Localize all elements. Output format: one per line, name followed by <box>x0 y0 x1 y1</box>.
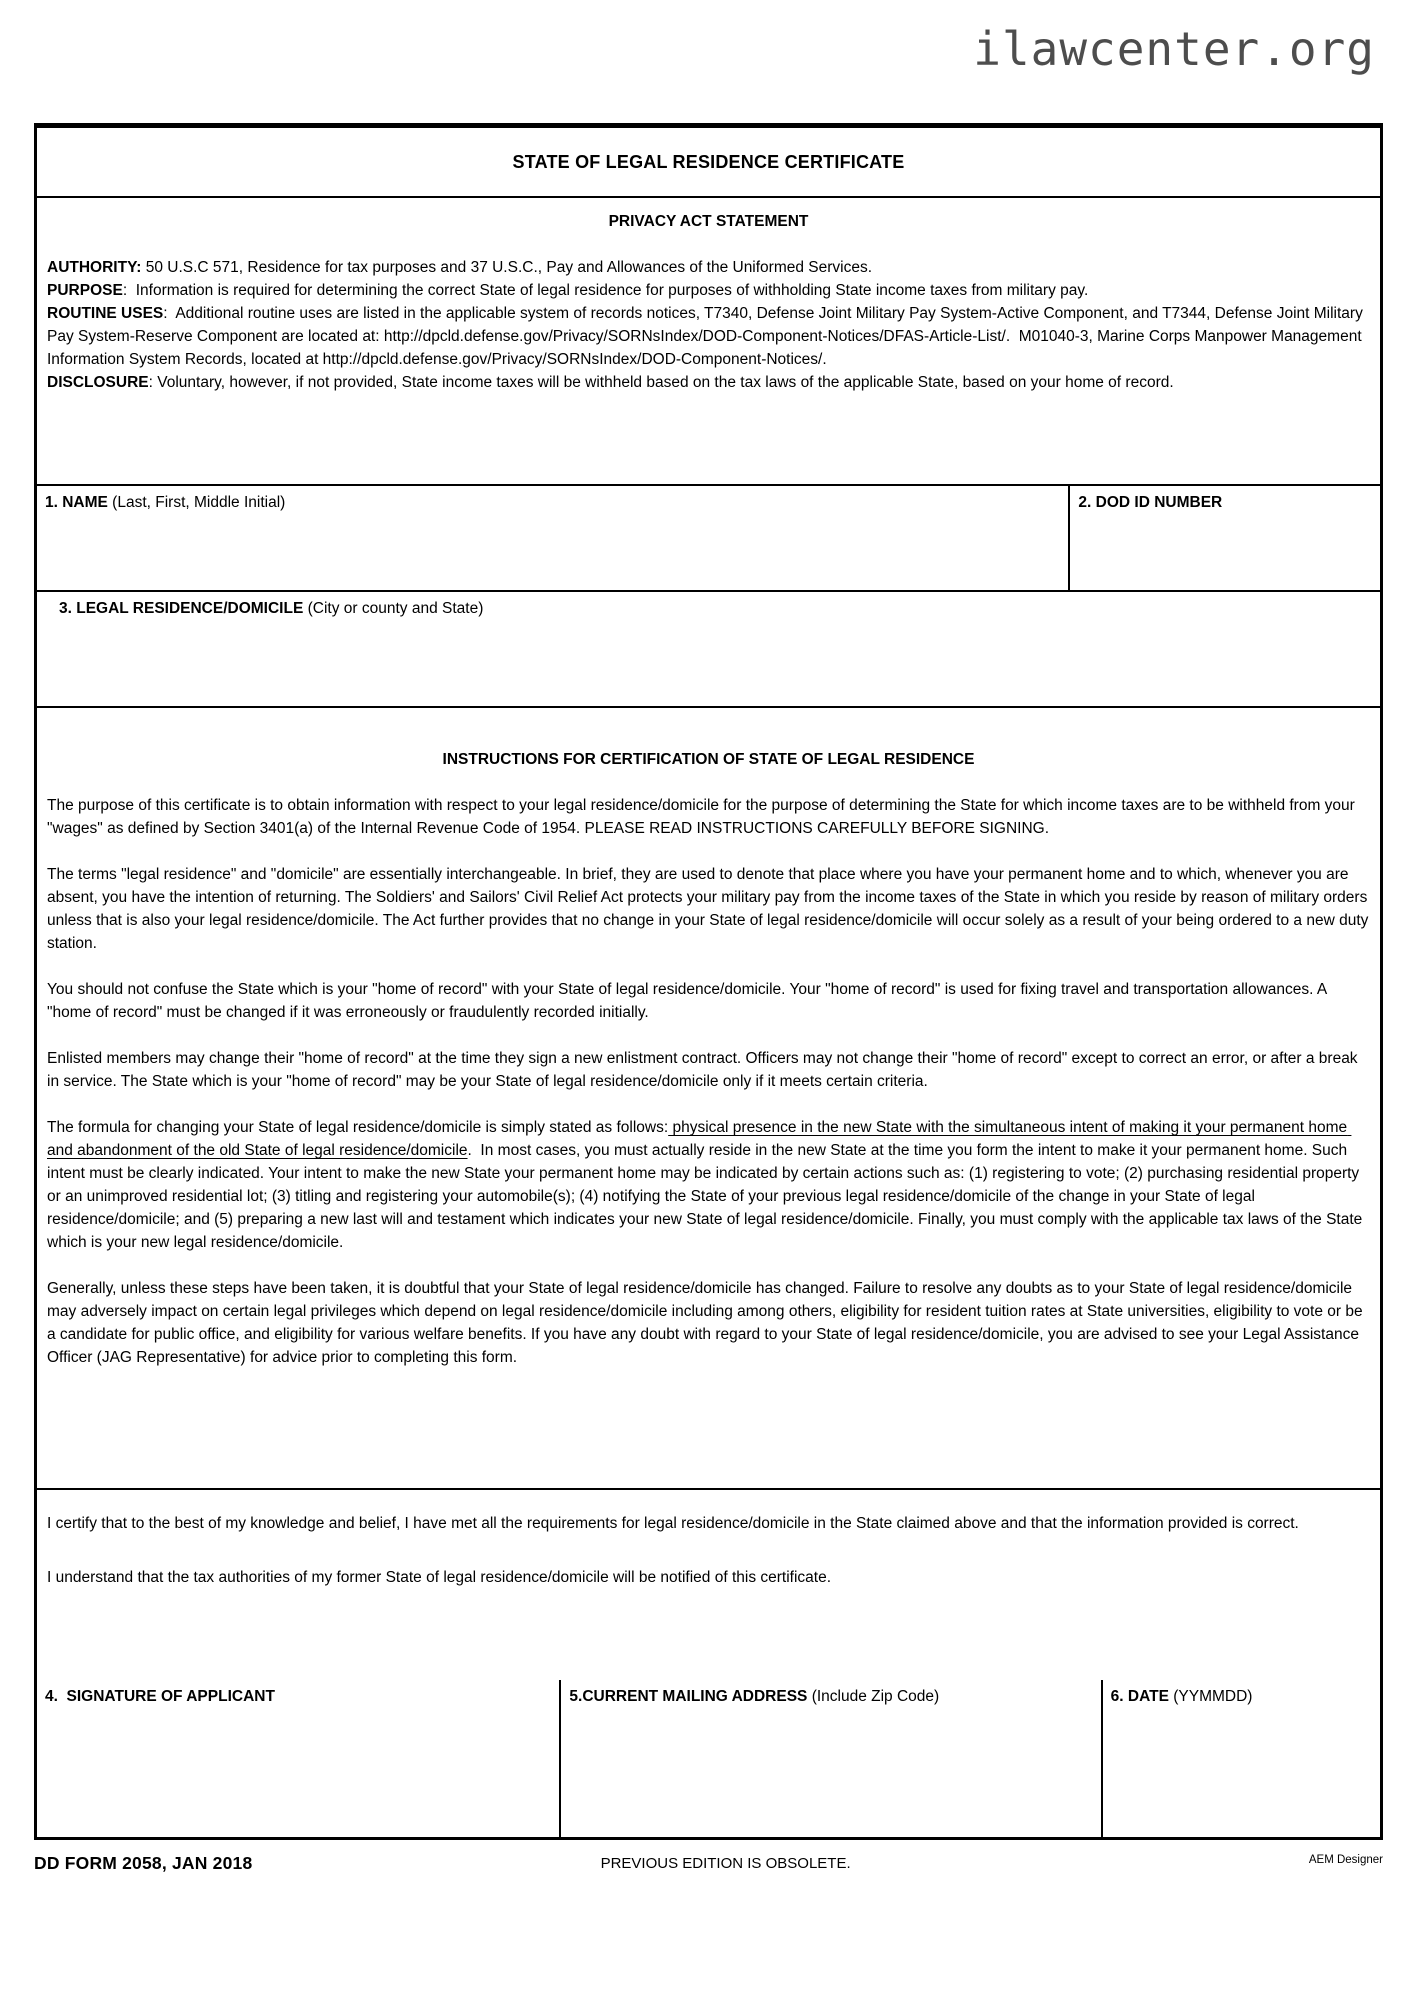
form-title: STATE OF LEGAL RESIDENCE CERTIFICATE <box>37 128 1380 198</box>
row-name-dodid <box>37 486 1380 592</box>
footer-designer-note: AEM Designer <box>1308 1854 1383 1866</box>
mailing-address-field-hint: (Include Zip Code) <box>807 1688 940 1705</box>
certification-statement: I certify that to the best of my knowledge and belief, I have met all the requirements for legal residence/domicile in the State claimed above and that the information provided is correct. <box>47 1515 1299 1532</box>
privacy-disclosure-label: DISCLOSURE <box>47 374 149 391</box>
name-field-number: 1. NAME <box>45 494 108 511</box>
dod-id-input-area[interactable] <box>1078 513 1372 583</box>
privacy-authority-text: 50 U.S.C 571, Residence for tax purposes and 37 U.S.C., Pay and Allowances of the Uniformed Services. <box>141 259 873 276</box>
privacy-purpose-text: : Information is required for determining the correct State of legal residence for purposes of withholding State income taxes from military pay. <box>122 282 1089 299</box>
instructions-para-1: The purpose of this certificate is to obtain information with respect to your legal residence/domicile for the purpose of determining the State for which income taxes are to be withheld from your "wages" as defined by Section 3401(a) of the Internal Revenue Code of 1954. PLEASE READ INSTRUCTIONS CAREFULLY BEFORE SIGNING. <box>47 797 1355 837</box>
name-field-cell <box>37 486 1068 590</box>
certification-notice: I understand that the tax authorities of my former State of legal residence/domicile will be notified of this certificate. <box>47 1569 832 1586</box>
row-signature-address-date <box>37 1680 1380 1837</box>
instructions-para-2: The terms "legal residence" and "domicile" are essentially interchangeable. In brief, they are used to denote that place where you have your permanent home and to which, whenever you are absent, you have the intention of returning. The Soldiers' and Sailors' Civil Relief Act protects your military pay from the income taxes of the State in which you reside by reason of military orders unless that is also your legal residence/domicile. The Act further provides that no change in your State of legal residence/domicile will occur solely as a result of your being ordered to a new duty station. <box>47 866 1369 952</box>
name-field-label <box>45 493 1060 513</box>
signature-field-cell <box>37 1680 559 1837</box>
privacy-authority-label: AUTHORITY: <box>47 259 142 276</box>
privacy-routine-uses-label: ROUTINE USES <box>47 305 164 322</box>
privacy-act-body <box>47 256 1370 394</box>
instructions-para-6: Generally, unless these steps have been taken, it is doubtful that your State of legal residence/domicile has changed. Failure to resolve any doubts as to your State of legal residence/domicile may adversely impact on certain legal privileges which depend on legal residence/domicile including among others, eligibility for resident tuition rates at State universities, eligibility to vote or be a candidate for public office, and eligibility for various welfare benefits. If you have any doubt with regard to your State of legal residence/domicile, you are advised to see your Legal Assistance Officer (JAG Representative) for advice prior to completing this form. <box>47 1280 1363 1366</box>
legal-residence-field-hint: (City or county and State) <box>303 600 484 617</box>
legal-residence-field-label <box>59 599 1372 619</box>
instructions-para-5-underlined: physical presence in the new State with the simultaneous intent of making it your permanent home and abandonment of the old State of legal residence/domicile <box>47 1119 1352 1159</box>
instructions-heading: INSTRUCTIONS FOR CERTIFICATION OF STATE OF LEGAL RESIDENCE <box>442 751 975 768</box>
privacy-purpose-label: PURPOSE <box>47 282 123 299</box>
date-field-hint: (YYMMDD) <box>1168 1688 1253 1705</box>
date-input-area[interactable] <box>1111 1707 1372 1830</box>
date-field-label <box>1111 1687 1372 1707</box>
instructions-para-5-before: The formula for changing your State of legal residence/domicile is simply stated as follows: <box>47 1119 669 1136</box>
dod-id-field-label <box>1078 493 1372 513</box>
date-field-cell <box>1101 1680 1380 1837</box>
privacy-routine-uses-text: : Additional routine uses are listed in the applicable system of records notices, T7340, Defense Joint Military Pay System-Active Component, and T7344, Defense Joint Military Pay System-Reserve Component are located at: http://dpcld.defense.gov/Privacy/SORNsIndex/DOD-Component-Notices/DFAS-Article-List/. M01040-3, Marine Corps Manpower Management Information System Records, located at http://dpcld.defense.gov/Privacy/SORNsIndex/DOD-Component-Notices/. <box>47 305 1368 368</box>
instructions-section <box>37 708 1380 1488</box>
privacy-disclosure-text: : Voluntary, however, if not provided, State income taxes will be withheld based on the tax laws of the applicable State, based on your home of record. <box>148 374 1174 391</box>
instructions-para-5 <box>47 1116 1370 1254</box>
form-footer <box>34 1853 1383 1874</box>
footer-edition-note: PREVIOUS EDITION IS OBSOLETE. <box>600 1855 851 1872</box>
privacy-authority <box>47 256 1370 279</box>
mailing-address-field-cell <box>559 1680 1100 1837</box>
mailing-address-input-area[interactable] <box>569 1707 1092 1830</box>
dod-id-field-cell <box>1068 486 1380 590</box>
instructions-para-3: You should not confuse the State which is your "home of record" with your State of legal residence/domicile. Your "home of record" is used for fixing travel and transportation allowances. A "home of record" must be changed if it was erroneously or fraudulently recorded initially. <box>47 981 1327 1021</box>
privacy-act-section <box>37 198 1380 486</box>
legal-residence-field-number: 3. LEGAL RESIDENCE/DOMICILE <box>59 600 304 617</box>
privacy-disclosure <box>47 371 1370 394</box>
mailing-address-field-label <box>569 1687 1092 1707</box>
certification-section <box>37 1488 1380 1680</box>
row-legal-residence <box>37 592 1380 708</box>
signature-input-area[interactable] <box>45 1707 551 1830</box>
site-watermark: ilawcenter.org <box>973 22 1375 76</box>
dd-form-2058 <box>34 123 1383 1840</box>
privacy-routine-uses <box>47 302 1370 371</box>
name-input-area[interactable] <box>45 513 1060 583</box>
signature-field-label <box>45 1687 551 1707</box>
footer-form-number: DD FORM 2058, JAN 2018 <box>34 1853 253 1873</box>
legal-residence-field-cell <box>37 592 1380 706</box>
date-field-number: 6. DATE <box>1110 1688 1169 1705</box>
instructions-para-4: Enlisted members may change their "home of record" at the time they sign a new enlistment contract. Officers may not change their "home of record" except to correct an error, or after a break in service. The State which is your "home of record" may be your State of legal residence/domicile only if it meets certain criteria. <box>47 1050 1358 1090</box>
dod-id-field-number: 2. DOD ID NUMBER <box>1078 494 1223 511</box>
legal-residence-input-area[interactable] <box>59 619 1372 699</box>
name-field-hint: (Last, First, Middle Initial) <box>107 494 286 511</box>
instructions-para-5-after: . In most cases, you must actually reside in the new State at the time you form the intent to make it your permanent home. Such intent must be clearly indicated. Your intent to make the new State your permanent home may be indicated by certain actions such as: (1) registering to vote; (2) purchasing residential property or an unimproved residential lot; (3) titling and registering your automobile(s); (4) notifying the State of your previous legal residence/domicile of the change in your State of legal residence/domicile; and (5) preparing a new last will and testament which indicates your new State of legal residence/domicile. Finally, you must comply with the applicable tax laws of the State which is your new legal residence/domicile. <box>47 1142 1367 1251</box>
mailing-address-field-number: 5.CURRENT MAILING ADDRESS <box>569 1688 808 1705</box>
privacy-act-heading: PRIVACY ACT STATEMENT <box>608 213 809 230</box>
privacy-purpose <box>47 279 1370 302</box>
signature-field-number: 4. SIGNATURE OF APPLICANT <box>45 1688 275 1705</box>
